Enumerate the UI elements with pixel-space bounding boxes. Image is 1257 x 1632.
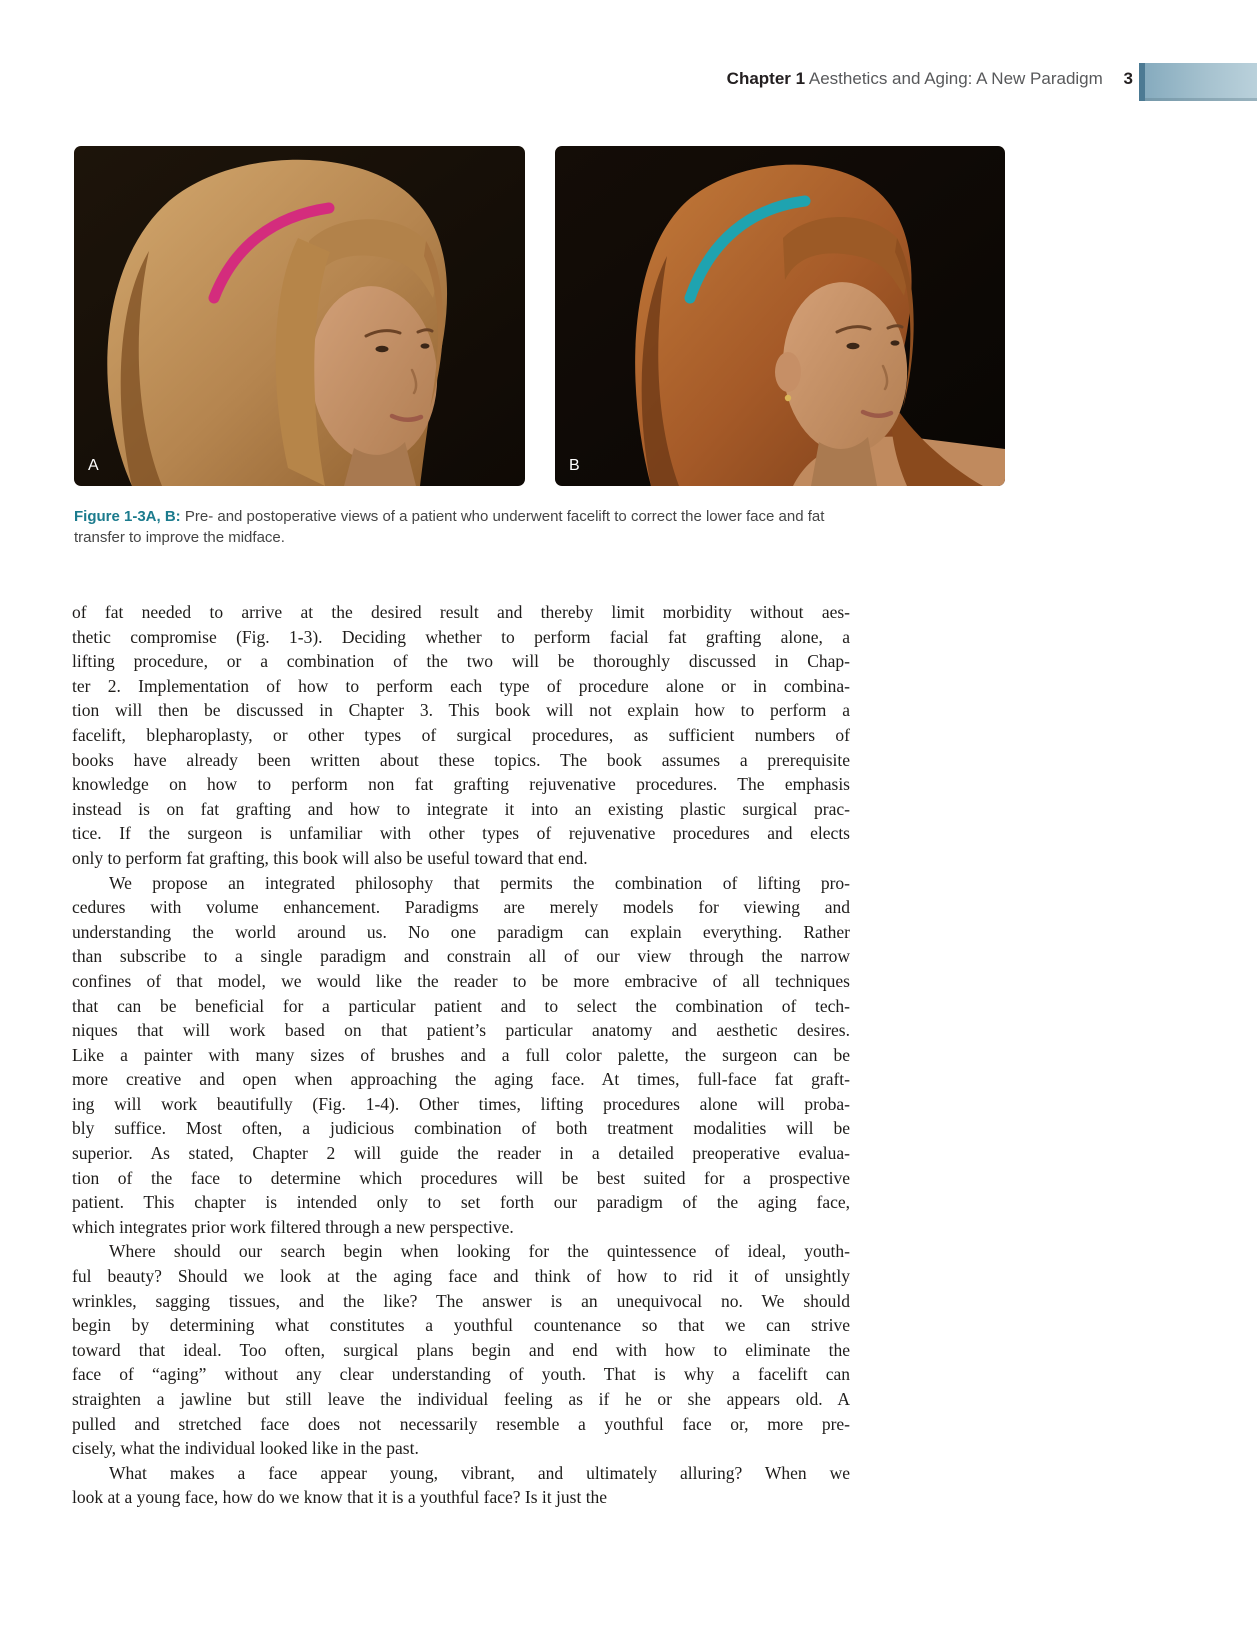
body-line: toward that ideal. Too often, surgical plans begin and end with how to eliminate the	[72, 1339, 850, 1360]
page-number: 3	[1123, 69, 1133, 88]
header-decoration-box	[1139, 63, 1257, 101]
body-line: understanding the world around us. No one paradigm can explain everything. Rather	[72, 921, 850, 942]
figure-caption-label: Figure 1-3A, B:	[74, 508, 181, 525]
body-text	[72, 600, 850, 1510]
body-line: face of “aging” without any clear understanding of youth. That is why a facelift can	[72, 1364, 850, 1385]
body-line: ful beauty? Should we look at the aging face and think of how to rid it of unsightly	[72, 1266, 850, 1287]
body-line: bly suffice. Most often, a judicious combination of both treatment modalities will be	[72, 1118, 850, 1139]
body-line: What makes a face appear young, vibrant, and ultimately alluring? When we	[109, 1462, 850, 1483]
figure-caption	[74, 506, 849, 548]
body-line: tice. If the surgeon is unfamiliar with other types of rejuvenative procedures and elects	[72, 823, 850, 844]
body-line: Where should our search begin when looking for the quintessence of ideal, youth-	[109, 1241, 850, 1262]
chapter-title: Aesthetics and Aging: A New Paradigm	[808, 69, 1103, 88]
body-line: of fat needed to arrive at the desired result and thereby limit morbidity without aes-	[72, 602, 850, 622]
body-line: ter 2. Implementation of how to perform each type of procedure alone or in combina-	[72, 675, 850, 696]
body-paragraph	[72, 1239, 850, 1460]
body-line: patient. This chapter is intended only to set forth our paradigm of the aging face,	[72, 1192, 850, 1213]
body-line: thetic compromise (Fig. 1-3). Deciding whether to perform facial fat grafting alone, a	[72, 626, 850, 647]
running-header	[727, 69, 1133, 89]
body-line: books have already been written about these topics. The book assumes a prerequisite	[72, 749, 850, 770]
body-line: knowledge on how to perform non fat grafting rejuvenative procedures. The emphasis	[72, 774, 850, 795]
body-paragraph	[72, 871, 850, 1240]
body-paragraph	[72, 600, 850, 871]
body-line: We propose an integrated philosophy that permits the combination of lifting pro-	[109, 872, 850, 893]
body-line: only to perform fat grafting, this book will also be useful toward that end.	[72, 847, 588, 868]
body-line: facelift, blepharoplasty, or other types of surgical procedures, as sufficient numbers of	[72, 724, 850, 745]
photo-label-b: B	[569, 457, 580, 474]
body-line: instead is on fat grafting and how to integrate it into an existing plastic surgical prac-	[72, 798, 850, 819]
body-line: lifting procedure, or a combination of the two will be thoroughly discussed in Chap-	[72, 651, 850, 672]
body-line: cedures with volume enhancement. Paradigms are merely models for viewing and	[72, 897, 850, 918]
body-line: ing will work beautifully (Fig. 1-4). Other times, lifting procedures alone will proba-	[72, 1093, 850, 1114]
portrait-a-illustration	[74, 146, 525, 486]
body-line: niques that will work based on that patient’s particular anatomy and aesthetic desires.	[72, 1020, 850, 1041]
body-paragraph	[72, 1461, 850, 1510]
figure-photo-b	[555, 146, 1005, 486]
body-line: tion will then be discussed in Chapter 3. This book will not explain how to perform a	[72, 700, 850, 721]
body-line: more creative and open when approaching the aging face. At times, full-face fat graft-	[72, 1069, 850, 1090]
photo-label-a: A	[88, 457, 99, 474]
figure-photo-a	[74, 146, 525, 486]
body-line: cisely, what the individual looked like in the past.	[72, 1438, 419, 1459]
body-line: tion of the face to determine which procedures will be best suited for a prospective	[72, 1167, 850, 1188]
body-line: superior. As stated, Chapter 2 will guide the reader in a detailed preoperative evalua-	[72, 1143, 850, 1164]
body-line: pulled and stretched face does not necessarily resemble a youthful face or, more pre-	[72, 1413, 850, 1434]
body-line: look at a young face, how do we know that it is a youthful face? Is it just the	[72, 1487, 608, 1508]
body-line: confines of that model, we would like the reader to be more embracive of all techniques	[72, 970, 850, 991]
body-line: wrinkles, sagging tissues, and the like? The answer is an unequivocal no. We should	[72, 1290, 850, 1311]
body-line: straighten a jawline but still leave the individual feeling as if he or she appears old. A	[72, 1389, 850, 1409]
portrait-b-illustration	[555, 146, 1005, 486]
body-line: than subscribe to a single paradigm and constrain all of our view through the narrow	[72, 946, 850, 967]
body-line: that can be beneficial for a particular patient and to select the combination of tech-	[72, 995, 850, 1016]
body-line: which integrates prior work filtered through a new perspective.	[72, 1216, 514, 1237]
body-line: Like a painter with many sizes of brushes and a full color palette, the surgeon can be	[72, 1044, 850, 1065]
body-line: begin by determining what constitutes a youthful countenance so that we can strive	[72, 1315, 850, 1336]
figure-caption-text: Pre- and postoperative views of a patient who underwent facelift to correct the lower face and fat transfer to improve the midface.	[74, 508, 825, 546]
chapter-label: Chapter 1	[726, 69, 806, 88]
